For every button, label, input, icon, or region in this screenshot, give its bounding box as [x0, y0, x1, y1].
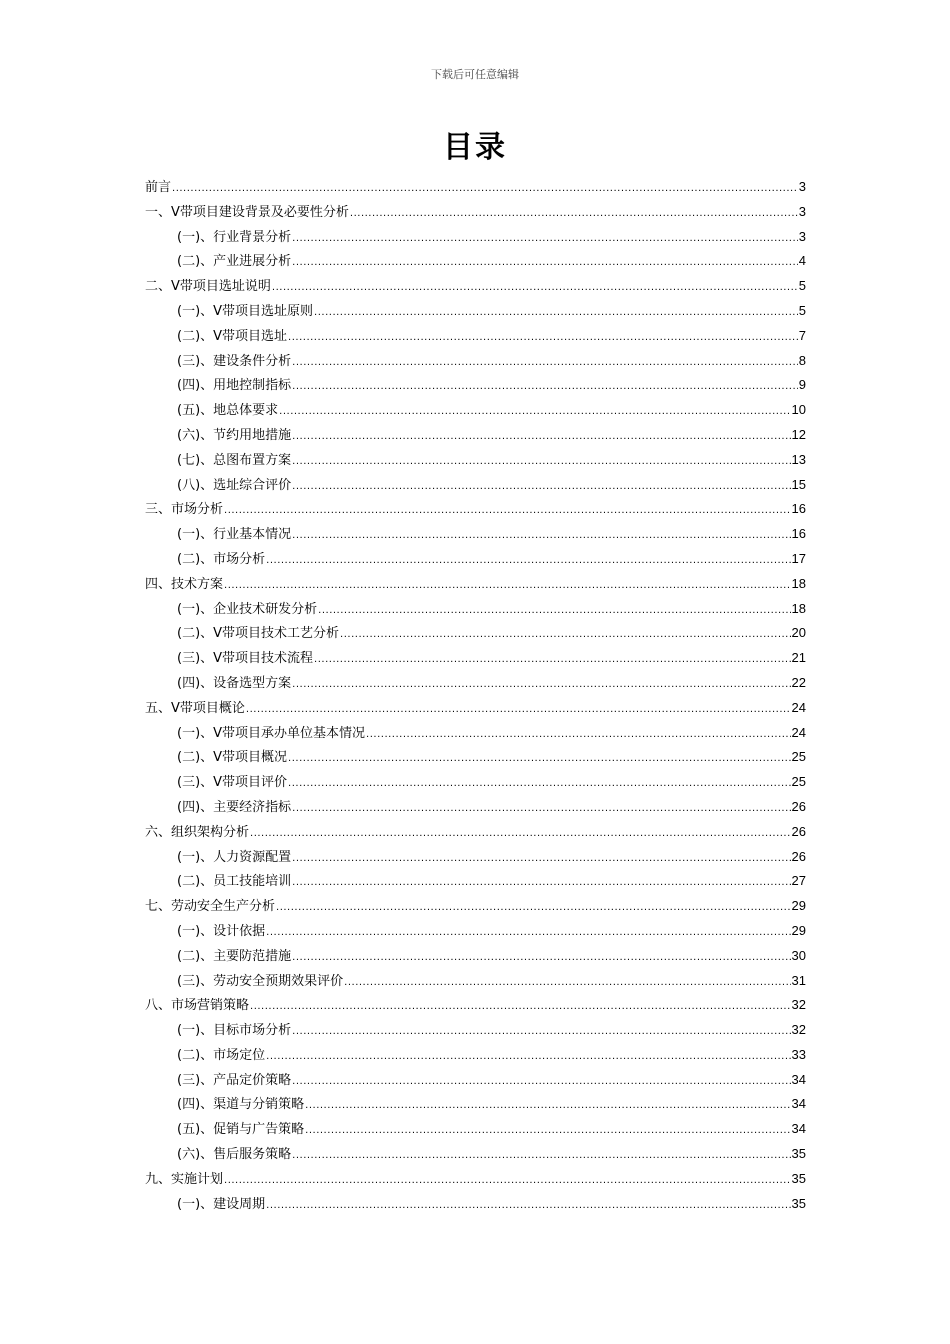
toc-entry[interactable]	[145, 274, 806, 299]
toc-entry-title: (六)、节约用地措施	[177, 427, 292, 443]
toc-dot-leader	[344, 971, 790, 996]
toc-dot-leader	[250, 995, 791, 1020]
toc-page-number: 21	[791, 650, 806, 666]
toc-entry[interactable]	[145, 547, 806, 572]
toc-page-number: 8	[798, 352, 806, 368]
toc-entry-title: 九、实施计划	[145, 1171, 224, 1187]
toc-entry[interactable]	[145, 1117, 806, 1142]
toc-entry-title: (一)、行业基本情况	[177, 527, 292, 543]
toc-entry[interactable]	[145, 1068, 806, 1093]
toc-entry[interactable]	[145, 696, 806, 721]
toc-page-number: 3	[798, 203, 806, 219]
toc-entry-title: (二)、V带项目概况	[177, 750, 288, 766]
toc-entry[interactable]	[145, 572, 806, 597]
toc-entry-title: (三)、V带项目技术流程	[177, 651, 314, 667]
toc-entry[interactable]	[145, 597, 806, 622]
table-of-contents	[145, 175, 806, 1216]
toc-entry-title: (五)、地总体要求	[177, 403, 279, 419]
toc-entry-title: (一)、设计依据	[177, 923, 266, 939]
toc-entry[interactable]	[145, 770, 806, 795]
toc-dot-leader	[292, 227, 798, 252]
toc-page-number: 22	[791, 674, 806, 690]
toc-entry-title: 六、组织架构分析	[145, 824, 250, 840]
toc-entry[interactable]	[145, 497, 806, 522]
toc-dot-leader	[288, 772, 790, 797]
toc-dot-leader	[246, 698, 791, 723]
toc-page-number: 29	[791, 898, 806, 914]
toc-dot-leader	[272, 276, 798, 301]
toc-entry-title: (一)、V带项目承办单位基本情况	[177, 725, 366, 741]
toc-entry[interactable]	[145, 894, 806, 919]
toc-page-number: 35	[791, 1195, 806, 1211]
toc-dot-leader	[288, 747, 790, 772]
toc-entry-title: (二)、市场定位	[177, 1047, 266, 1063]
toc-entry[interactable]	[145, 869, 806, 894]
toc-page-number: 34	[791, 1121, 806, 1137]
toc-entry[interactable]	[145, 1018, 806, 1043]
toc-page-number: 5	[798, 302, 806, 318]
toc-page-number: 32	[791, 997, 806, 1013]
toc-page-number: 33	[791, 1046, 806, 1062]
toc-entry[interactable]	[145, 473, 806, 498]
toc-entry[interactable]	[145, 1043, 806, 1068]
toc-entry-title: (三)、产品定价策略	[177, 1072, 292, 1088]
toc-entry-title: (二)、市场分析	[177, 551, 266, 567]
toc-entry-title: (八)、选址综合评价	[177, 477, 292, 493]
toc-entry-title: (四)、主要经济指标	[177, 799, 292, 815]
toc-page-number: 26	[791, 848, 806, 864]
toc-entry[interactable]	[145, 621, 806, 646]
toc-entry[interactable]	[145, 919, 806, 944]
toc-entry[interactable]	[145, 1167, 806, 1192]
toc-page-number: 18	[791, 575, 806, 591]
toc-entry-title: (二)、主要防范措施	[177, 948, 292, 964]
toc-entry-title: (六)、售后服务策略	[177, 1147, 292, 1163]
toc-page-number: 9	[798, 377, 806, 393]
toc-dot-leader	[288, 326, 798, 351]
toc-entry-title: (二)、员工技能培训	[177, 874, 292, 890]
toc-dot-leader	[350, 202, 798, 227]
toc-entry[interactable]	[145, 373, 806, 398]
toc-entry[interactable]	[145, 1192, 806, 1217]
toc-entry-title: 七、劳动安全生产分析	[145, 899, 276, 915]
toc-entry-title: (一)、行业背景分析	[177, 229, 292, 245]
toc-dot-leader	[318, 599, 790, 624]
toc-dot-leader	[266, 921, 790, 946]
toc-entry-title: (四)、设备选型方案	[177, 675, 292, 691]
toc-page-number: 24	[791, 724, 806, 740]
toc-page-number: 26	[791, 798, 806, 814]
toc-page-number: 35	[791, 1170, 806, 1186]
toc-dot-leader	[224, 499, 791, 524]
toc-entry[interactable]	[145, 1142, 806, 1167]
toc-page-number: 3	[798, 228, 806, 244]
toc-entry[interactable]	[145, 944, 806, 969]
toc-dot-leader	[292, 524, 790, 549]
toc-page-number: 34	[791, 1071, 806, 1087]
toc-dot-leader	[305, 1119, 790, 1144]
toc-entry-title: (五)、促销与广告策略	[177, 1122, 305, 1138]
toc-entry-title: 二、V带项目选址说明	[145, 279, 271, 295]
toc-entry-title: (二)、V带项目技术工艺分析	[177, 626, 340, 642]
toc-page-number: 16	[791, 501, 806, 517]
toc-page-number: 13	[791, 451, 806, 467]
toc-entry[interactable]	[145, 324, 806, 349]
toc-page-number: 20	[791, 625, 806, 641]
toc-entry-title: (四)、用地控制指标	[177, 378, 292, 394]
toc-title: 目录	[443, 130, 507, 165]
toc-page-number: 34	[791, 1096, 806, 1112]
toc-entry-title: 五、V带项目概论	[145, 700, 245, 716]
toc-page-number: 12	[791, 426, 806, 442]
toc-entry-title: (三)、劳动安全预期效果评价	[177, 973, 344, 989]
toc-page-number: 3	[798, 179, 806, 194]
toc-entry-title: (四)、渠道与分销策略	[177, 1097, 305, 1113]
toc-dot-leader	[314, 648, 790, 673]
toc-entry[interactable]	[145, 845, 806, 870]
toc-entry[interactable]	[145, 820, 806, 845]
toc-page-number: 5	[798, 278, 806, 294]
toc-dot-leader	[292, 871, 790, 896]
toc-entry[interactable]	[145, 398, 806, 423]
toc-page-number: 30	[791, 947, 806, 963]
toc-entry-title: (一)、人力资源配置	[177, 849, 292, 865]
toc-entry-title: 四、技术方案	[145, 576, 224, 592]
toc-page-number: 16	[791, 526, 806, 542]
toc-entry[interactable]	[145, 522, 806, 547]
toc-page-number: 35	[791, 1146, 806, 1162]
toc-page-number: 32	[791, 1022, 806, 1038]
toc-dot-leader	[250, 822, 791, 847]
toc-dot-leader	[266, 549, 790, 574]
toc-page-number: 18	[791, 600, 806, 616]
toc-page-number: 25	[791, 774, 806, 790]
toc-dot-leader	[292, 425, 790, 450]
toc-dot-leader	[224, 1169, 791, 1194]
toc-entry[interactable]	[145, 349, 806, 374]
toc-entry-title: 八、市场营销策略	[145, 998, 250, 1014]
toc-entry-title: (一)、企业技术研发分析	[177, 601, 318, 617]
toc-dot-leader	[292, 797, 790, 822]
toc-entry-title: (七)、总图布置方案	[177, 452, 292, 468]
toc-entry[interactable]	[145, 795, 806, 820]
toc-dot-leader	[276, 896, 791, 921]
toc-entry[interactable]	[145, 646, 806, 671]
toc-entry[interactable]	[145, 721, 806, 746]
toc-dot-leader	[279, 400, 790, 425]
toc-dot-leader	[292, 1020, 790, 1045]
toc-entry[interactable]	[145, 993, 806, 1018]
toc-entry[interactable]	[145, 423, 806, 448]
toc-dot-leader	[305, 1094, 790, 1119]
toc-dot-leader	[340, 623, 790, 648]
toc-page-number: 25	[791, 749, 806, 765]
toc-dot-leader	[224, 574, 791, 599]
toc-dot-leader	[366, 723, 790, 748]
toc-entry[interactable]	[145, 448, 806, 473]
toc-dot-leader	[292, 1144, 790, 1169]
toc-page-number: 15	[791, 476, 806, 492]
toc-dot-leader	[292, 450, 790, 475]
toc-page-number: 10	[791, 402, 806, 418]
page-header-note: 下载后可任意编辑	[431, 68, 519, 81]
toc-dot-leader	[172, 177, 798, 202]
toc-entry[interactable]	[145, 200, 806, 225]
toc-entry[interactable]	[145, 969, 806, 994]
toc-entry[interactable]	[145, 299, 806, 324]
toc-dot-leader	[314, 301, 798, 326]
toc-entry-title: (一)、目标市场分析	[177, 1023, 292, 1039]
toc-entry[interactable]	[145, 225, 806, 250]
toc-entry-title: 一、V带项目建设背景及必要性分析	[145, 204, 349, 220]
toc-entry-title: (一)、建设周期	[177, 1196, 266, 1212]
toc-page-number: 29	[791, 922, 806, 938]
toc-dot-leader	[292, 1070, 790, 1095]
toc-page-number: 7	[798, 327, 806, 343]
toc-dot-leader	[292, 251, 798, 276]
toc-entry[interactable]	[145, 249, 806, 274]
toc-dot-leader	[292, 946, 790, 971]
toc-entry-title: (三)、建设条件分析	[177, 353, 292, 369]
toc-entry-title: (二)、产业进展分析	[177, 254, 292, 270]
toc-page-number: 24	[791, 699, 806, 715]
toc-page-number: 4	[798, 253, 806, 269]
toc-page-number: 17	[791, 550, 806, 566]
toc-entry[interactable]	[145, 745, 806, 770]
toc-entry[interactable]	[145, 671, 806, 696]
toc-page-number: 27	[791, 873, 806, 889]
toc-dot-leader	[292, 847, 790, 872]
toc-entry[interactable]	[145, 175, 806, 200]
toc-entry-title: 三、市场分析	[145, 502, 224, 518]
toc-entry-title: (一)、V带项目选址原则	[177, 303, 314, 319]
toc-entry-title: (三)、V带项目评价	[177, 775, 288, 791]
toc-dot-leader	[292, 375, 798, 400]
toc-page-number: 31	[791, 972, 806, 988]
toc-dot-leader	[266, 1045, 790, 1070]
toc-dot-leader	[292, 351, 798, 376]
toc-dot-leader	[292, 673, 790, 698]
toc-dot-leader	[292, 475, 790, 500]
toc-entry-title: 前言	[145, 180, 172, 195]
toc-page-number: 26	[791, 823, 806, 839]
toc-dot-leader	[266, 1194, 790, 1219]
toc-entry[interactable]	[145, 1092, 806, 1117]
toc-entry-title: (二)、V带项目选址	[177, 328, 288, 344]
